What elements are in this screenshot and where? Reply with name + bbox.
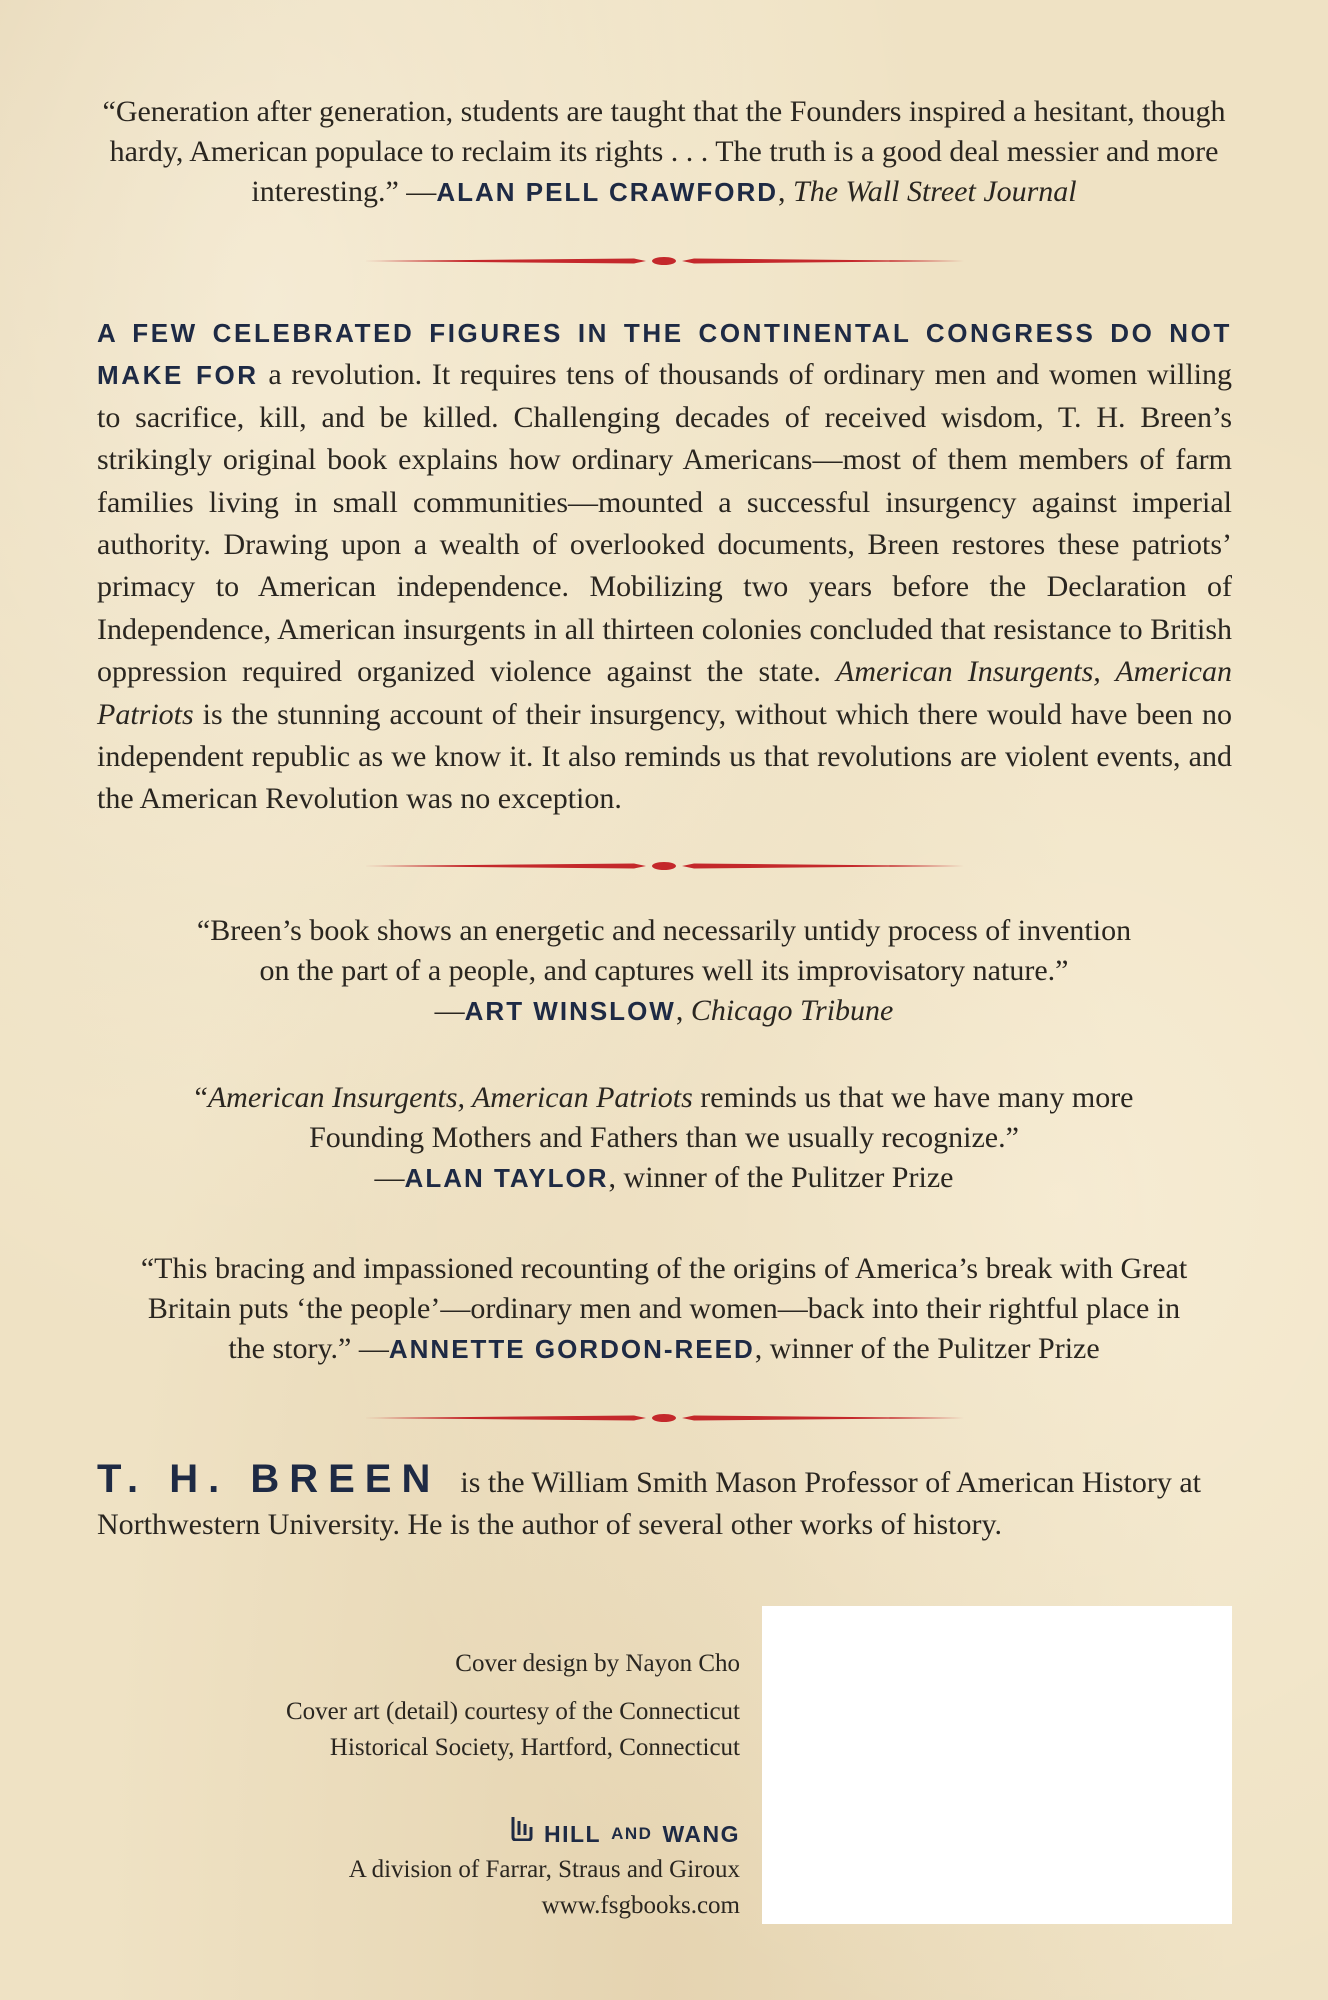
quote-dash: —: [434, 994, 465, 1027]
author-bio: [97, 1458, 1232, 1546]
description-lead: A FEW CELEBRATED FIGURES IN THE CONTINENTAL CONGRESS DO NOT MAKE FOR: [97, 318, 1232, 391]
cover-art-credit-line1: Cover art (detail) courtesy of the Connecticut: [285, 1698, 740, 1725]
description-text: a revolution. It requires tens of thousands of ordinary men and women willing to sacrifice, kill, and be killed. Challenging decades of received wisdom, T. H. Breen’s strikingly original book explains how ordinary Americans—most of them members of farm families living in small communities—mounted a successful insurgency against imperial authority. Drawing upon a wealth of overlooked documents, Breen restores these patriots’ primacy to American independence. Mobilizing two years before the Declaration of Independence, American insurgents in all thirteen colonies concluded that resistance to British oppression required organized violence against the state.: [97, 358, 1232, 689]
barcode-box: [762, 1606, 1232, 1924]
quote-author: ALAN PELL CRAWFORD: [436, 177, 779, 207]
author-bio-text: is the William Smith Mason Professor of American History at Northwestern University. He is the author of several other works of history.: [97, 1466, 1202, 1541]
quote-author: ALAN TAYLOR: [404, 1163, 609, 1193]
description-text-end: is the stunning account of their insurgency, without which there would have been no independent republic as we know it. It also reminds us that revolutions are violent events, and the American Revolution was no exception.: [97, 697, 1232, 816]
cover-art-credit: [140, 1694, 740, 1766]
author-name: T. H. BREEN: [97, 1457, 441, 1501]
publisher-name: [140, 1815, 740, 1852]
quote-text: “This bracing and impassioned recounting of the origins of America’s break with Great Britain puts ‘the people’—ordinary men and women—back into their rightful place in the story.” —: [140, 1252, 1188, 1365]
quote-title: American Insurgents, American Patriots: [207, 1081, 693, 1114]
quote-source: , winner of the Pulitzer Prize: [754, 1332, 1100, 1365]
ornamental-divider: [364, 1408, 964, 1428]
publisher-name-and: AND: [611, 1823, 653, 1843]
review-quote-chicago-tribune: [184, 911, 1144, 1031]
publisher-block: [140, 1815, 740, 1924]
quote-source: , winner of the Pulitzer Prize: [608, 1161, 954, 1194]
quote-text: “Breen’s book shows an energetic and necessarily untidy process of invention on the part of a people, and captures well its improvisatory nature.”: [196, 914, 1132, 987]
publisher-name-wang: WANG: [662, 1820, 740, 1847]
quote-open-mark: “: [194, 1081, 208, 1114]
review-quote-wsj: [99, 92, 1229, 212]
book-description: [97, 312, 1232, 821]
description-title: American Insurgents, American Patriots: [97, 655, 1232, 731]
quote-author: ANNETTE GORDON-REED: [388, 1334, 755, 1364]
quote-source: The Wall Street Journal: [793, 175, 1077, 208]
quote-author: ART WINSLOW: [464, 996, 676, 1026]
quote-text: “Generation after generation, students are taught that the Founders inspired a hesitant, though hardy, American populace to reclaim its rights . . . The truth is a good deal messier and more interesting.” —: [102, 95, 1226, 208]
ornamental-divider: [364, 251, 964, 271]
ornamental-divider: [364, 856, 964, 876]
cover-design-credit: Cover design by Nayon Cho: [455, 1650, 740, 1677]
cover-art-credit-line2: Historical Society, Hartford, Connecticut: [329, 1734, 740, 1761]
quote-dash: —: [374, 1161, 405, 1194]
quote-separator: ,: [675, 994, 691, 1027]
publisher-url: www.fsgbooks.com: [541, 1892, 740, 1919]
publisher-division: A division of Farrar, Straus and Giroux: [348, 1856, 740, 1883]
review-quote-gordon-reed: [134, 1249, 1194, 1369]
quote-text: reminds us that we have many more Founding Mothers and Fathers than we usually recognize.”: [309, 1081, 1134, 1154]
hill-and-wang-logo-icon: [510, 1815, 534, 1852]
publisher-name-hill: HILL: [543, 1820, 602, 1847]
quote-separator: ,: [778, 175, 794, 208]
cover-credits: [140, 1646, 740, 1682]
review-quote-alan-taylor: [184, 1078, 1144, 1198]
quote-source: Chicago Tribune: [690, 994, 894, 1027]
